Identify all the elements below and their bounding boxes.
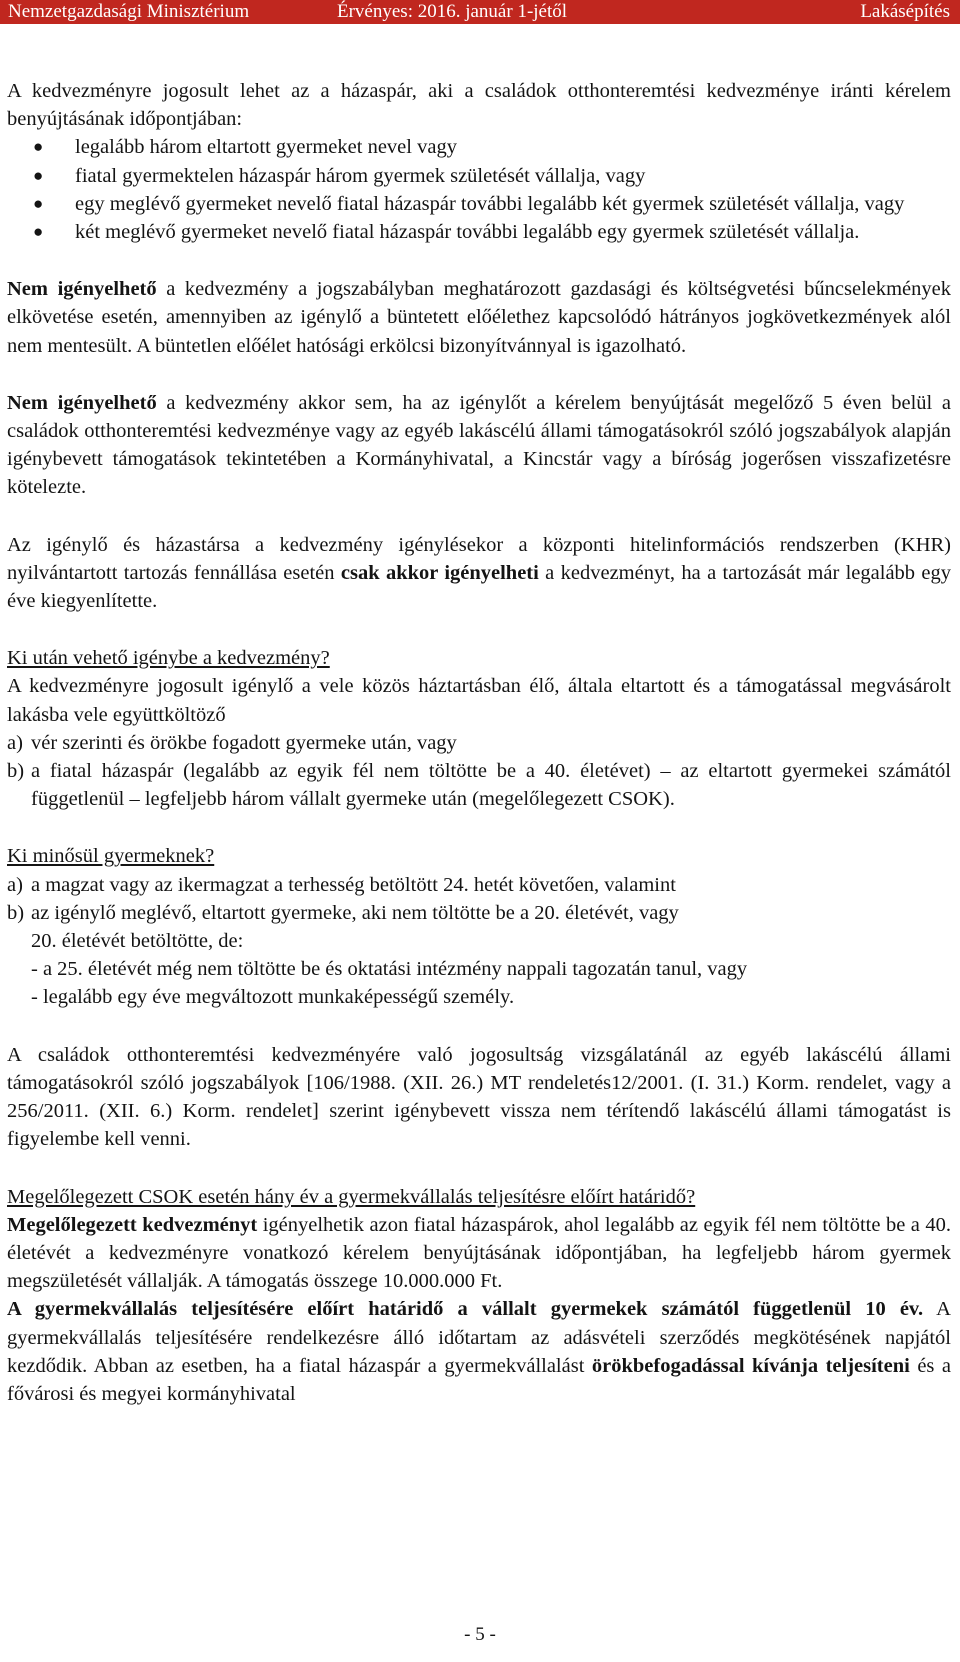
document-body — [7, 77, 951, 1408]
page-header — [0, 0, 960, 24]
exclusion-paragraph-1: Nem igényelhető a kedvezmény a jogszabályban meghatározott gazdasági és költségvetési bűncselekmények elkövetése esetén, amennyiben az igénylő a büntetett előélethez kapcsolódó hátrányos jogkövetkezmények alól nem mentesült. A büntetlen előélet hatósági erkölcsi bizonyítvánnyal is igazolható. — [7, 278, 952, 357]
header-validity: Érvényes: 2016. január 1-jétől — [337, 1, 568, 22]
bullet-icon: ● — [33, 165, 44, 185]
deadline-paragraph: A gyermekvállalás teljesítésére előírt határidő a vállalt gyermekek számától függetlenül 10 év. A gyermekvállalás teljesítésére rendelkezésre álló időtartam az adásvételi szerződés megkötésének napjától kezdődik. Abban az esetben, ha a fiatal házaspár a gyermekvállalást örökbefogadással kívánja teljesíteni és a fővárosi és megyei kormányhivatal — [7, 1298, 951, 1405]
section-heading-deadline: Megelőlegezett CSOK esetén hány év a gyermekvállalás teljesítésre előírt határidő? — [7, 1185, 696, 1208]
list-subitem: - a 25. életévét még nem töltötte be és oktatási intézmény nappali tagozatán tanul, vagy — [31, 958, 748, 981]
bullet-icon: ● — [33, 137, 44, 157]
eligibility-list — [7, 133, 951, 246]
list-item: a) vér szerinti és örökbe fogadott gyermeke után, vagy — [7, 731, 457, 754]
list-item: b) az igénylő meglévő, eltartott gyermeke, aki nem töltötte be a 20. életévét, vagy — [7, 901, 679, 924]
section-heading-beneficiaries: Ki után vehető igénybe a kedvezmény? — [7, 647, 330, 670]
section-heading-children: Ki minősül gyermeknek? — [7, 845, 215, 868]
list-item: ● legalább három eltartott gyermeket nevel vagy — [7, 133, 951, 161]
page-number: - 5 - — [464, 1624, 496, 1645]
beneficiaries-text: A kedvezményre jogosult igénylő a vele közös háztartásban élő, általa eltartott és a támogatással megvásárolt lakásba vele együttköltöző — [7, 675, 951, 726]
prior-support-paragraph: A családok otthonteremtési kedvezményére való jogosultság vizsgálatánál az egyéb lakáscélú állami támogatásokról szóló jogszabályok [106/1988. (XII. 26.) MT rendeletés12/2001. (I. 31.) Korm. rendelet, vagy a 256/2011. (XII. 6.) Korm. rendelet] szerint igénybevett vissza nem térítendő lakáscélú állami támogatást is figyelembe kell venni. — [7, 1043, 951, 1151]
bullet-icon: ● — [33, 222, 44, 242]
list-item: ● fiatal gyermektelen házaspár három gyermek születését vállalja, vagy — [7, 162, 951, 190]
header-ministry: Nemzetgazdasági Minisztérium — [8, 1, 250, 22]
list-item: a) a magzat vagy az ikermagzat a terhesség betöltött 24. hetét követően, valamint — [7, 873, 676, 896]
khr-paragraph: Az igénylő és házastársa a kedvezmény igénylésekor a központi hitelinformációs rendszerben (KHR) nyilvántartott tartozás fennállása esetén csak akkor igényelheti a kedvezményt, ha a tartozását már legalább egy éve kiegyenlítette. — [7, 533, 951, 613]
list-item: b) a fiatal házaspár (legalább az egyik fél nem töltötte be a 40. életévet) – az eltartott gyermekei számától függetlenül – legfeljebb három vállalt gyermeke után (megelőlegezett CSOK). — [7, 760, 951, 811]
list-subitem: 20. életévét betöltötte, de: — [31, 930, 244, 953]
list-item: ● két meglévő gyermeket nevelő fiatal házaspár további legalább egy gyermek születését vállalja. — [7, 218, 951, 246]
header-topic: Lakásépítés — [860, 1, 950, 22]
list-subitem: - legalább egy éve megváltozott munkaképességű személy. — [31, 986, 515, 1009]
list-item: ● egy meglévő gyermeket nevelő fiatal házaspár további legalább két gyermek születését vállalja, vagy — [7, 190, 951, 218]
bullet-icon: ● — [33, 193, 44, 213]
exclusion-paragraph-2: Nem igényelhető a kedvezmény akkor sem, ha az igénylőt a kérelem benyújtását megelőző 5 éven belül a családok otthonteremtési kedvezménye vagy az egyéb lakáscélú állami támogatásokról szóló jogszabályok alapján igénybevett támogatások tekintetében a Kormányhivatal, a Kincstár vagy a bíróság jogerősen visszafizetésre kötelezte. — [7, 391, 951, 499]
intro-paragraph: A kedvezményre jogosult lehet az a házaspár, aki a családok otthonteremtési kedvezménye iránti kérelem benyújtásának időpontjában: — [7, 80, 951, 131]
advance-csok-paragraph: Megelőlegezett kedvezményt igényelhetik azon fiatal házaspárok, ahol legalább az egyik fél nem töltötte be a 40. életévét a kedvezményre vonatkozó kérelem benyújtásának időpontjában, ha legfeljebb három gyermek megszületését vállalják. A támogatás összege 10.000.000 Ft. — [7, 1213, 951, 1293]
